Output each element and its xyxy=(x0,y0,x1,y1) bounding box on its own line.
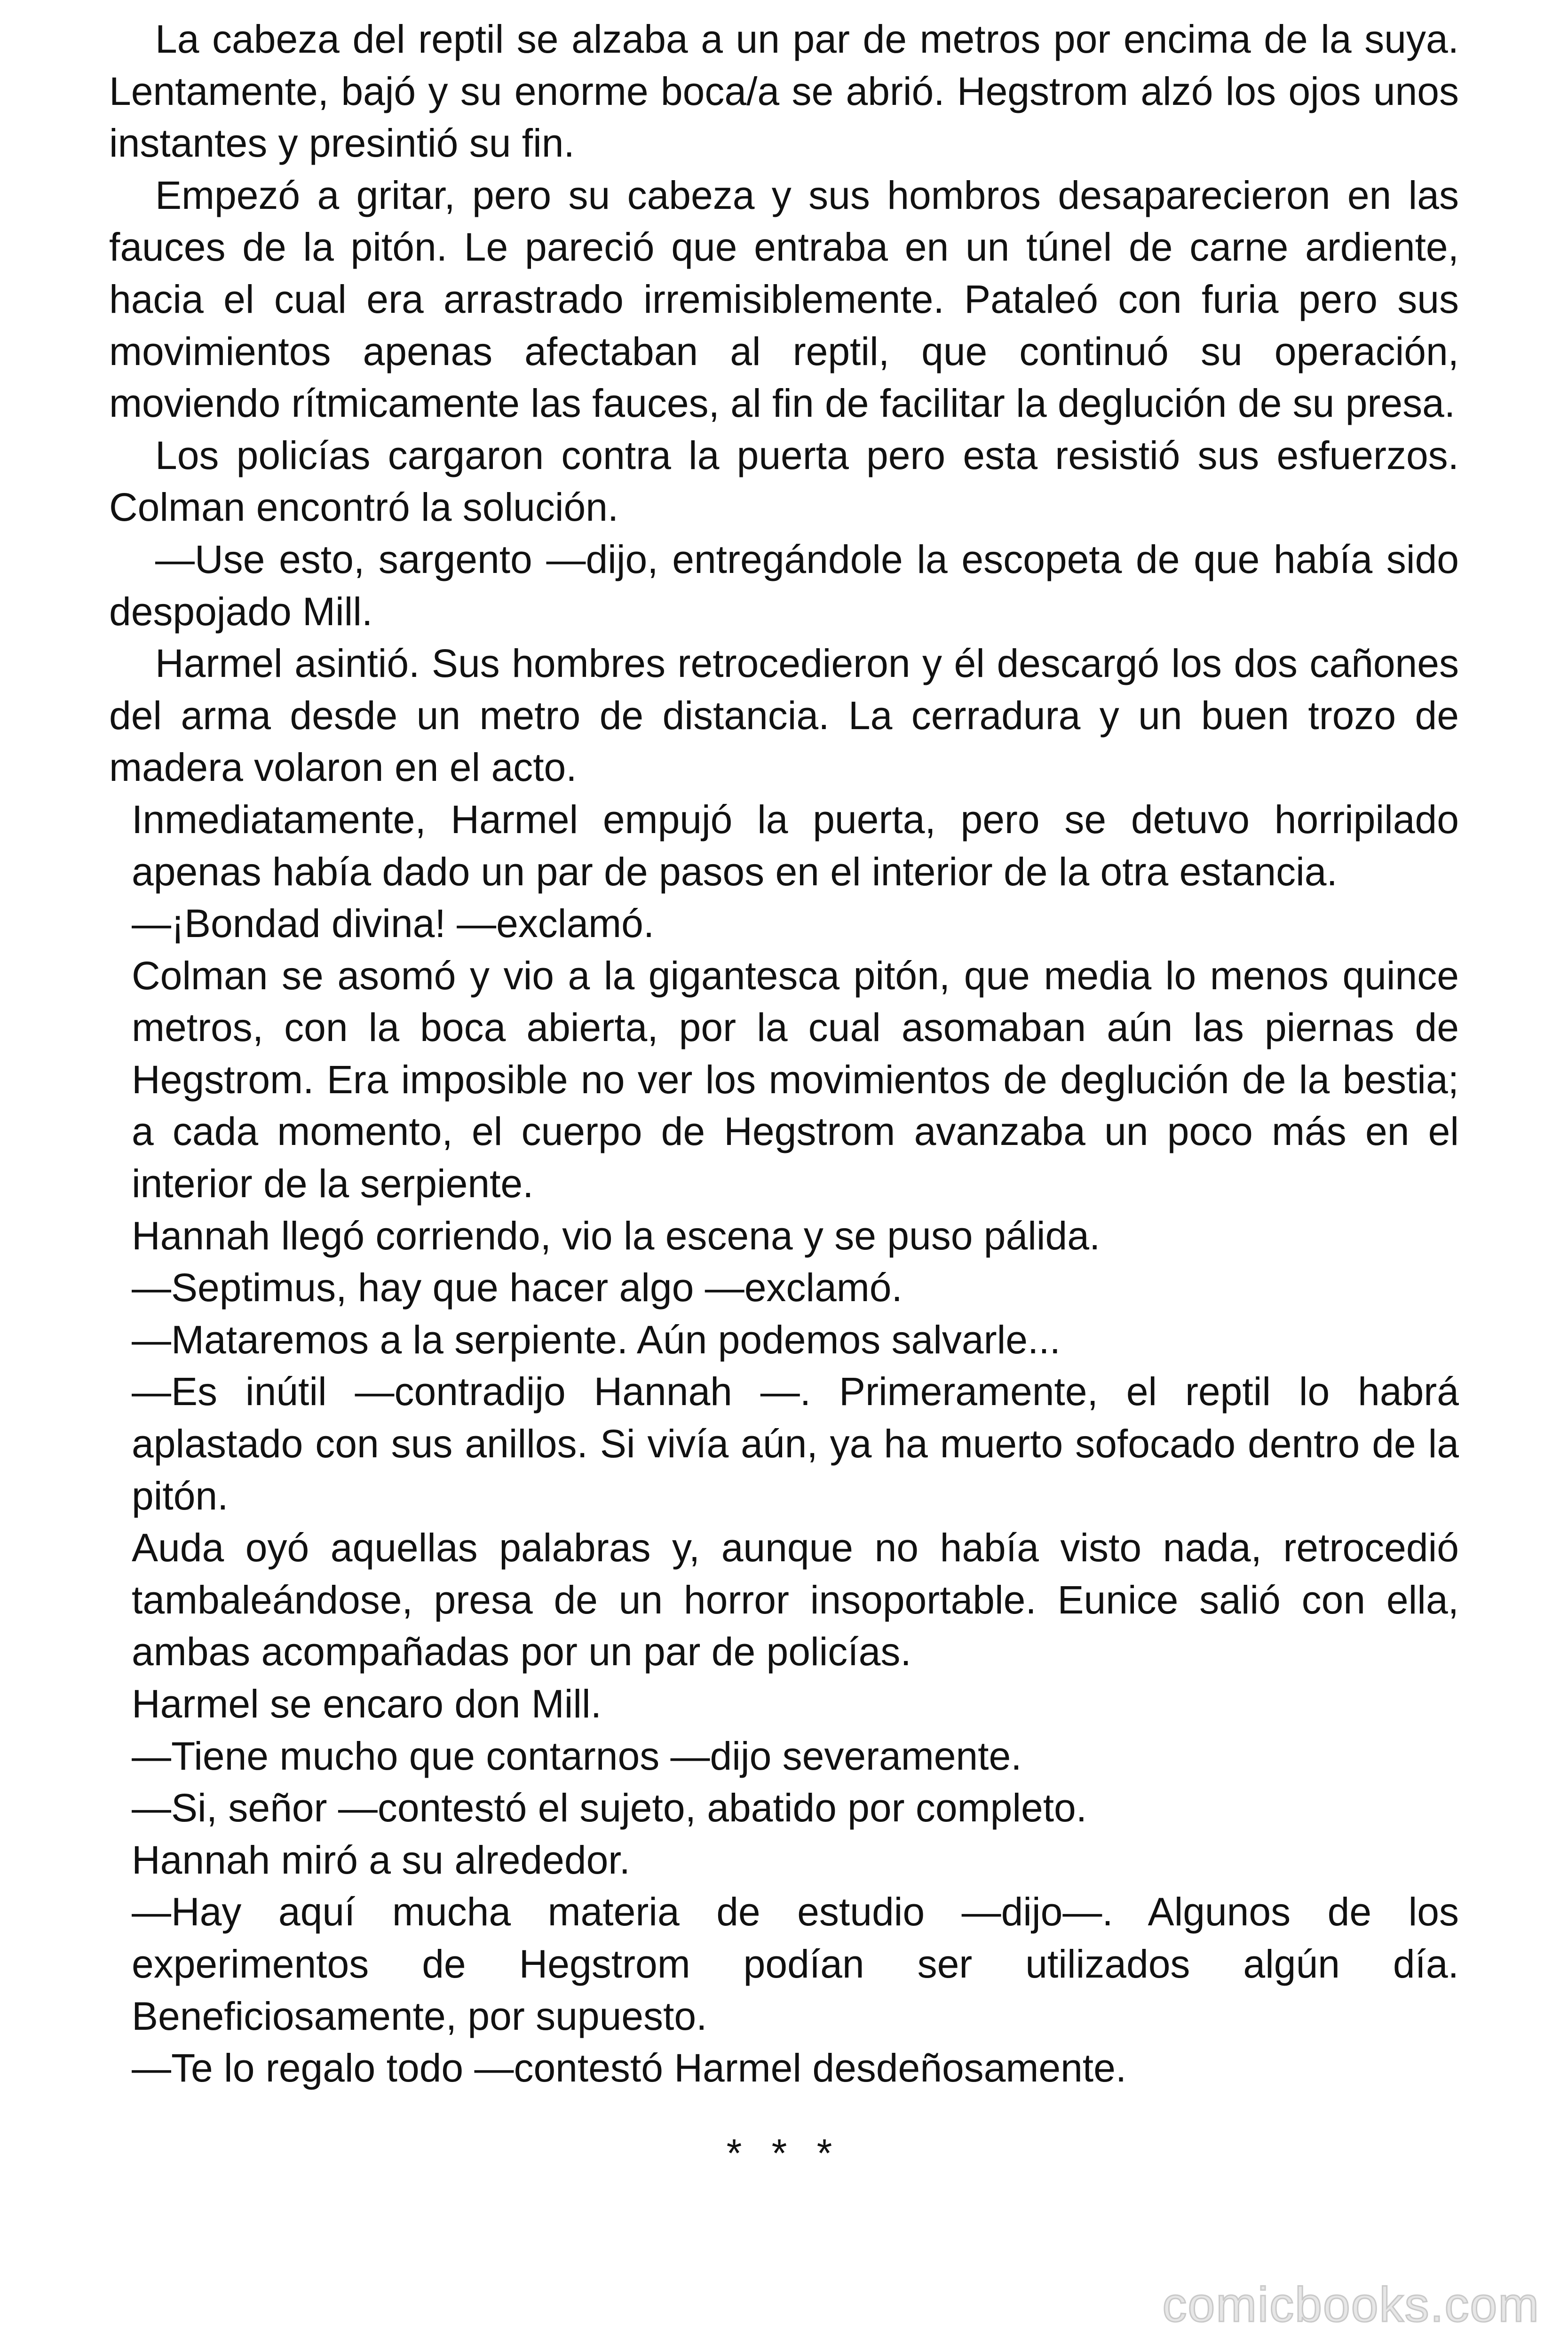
paragraph: Harmel se encaro don Mill. xyxy=(132,1682,602,1726)
paragraph: Hannah llegó corriendo, vio la escena y se puso pálida. xyxy=(132,1213,1101,1258)
paragraph: Colman se asomó y vio a la gigantesca pitón, que media lo menos quince metros, con la boca abierta, por la cual asomaban aún las piernas de Hegstrom. Era imposible no ver los movimientos de deglución de la bestia; a cada momento, el cuerpo de Hegstrom avanzaba un poco más en el interior de la serpiente. xyxy=(132,953,1459,1206)
paragraph: —¡Bondad divina! —exclamó. xyxy=(132,901,655,946)
paragraph: —Si, señor —contestó el sujeto, abatido por completo. xyxy=(132,1786,1087,1830)
paragraph: La cabeza del reptil se alzaba a un par de metros por encima de la suya. Lentamente, bajó y su enorme boca/a se abrió. Hegstrom alzó los ojos unos instantes y presintió su fin. xyxy=(109,17,1459,166)
paragraph: —Es inútil —contradijo Hannah —. Primeramente, el reptil lo habrá aplastado con sus anillos. Si vivía aún, ya ha muerto sofocado dentro de la pitón. xyxy=(132,1369,1459,1518)
paragraph: —Septimus, hay que hacer algo —exclamó. xyxy=(132,1265,903,1310)
paragraph: Harmel asintió. Sus hombres retrocedieron y él descargó los dos cañones del arma desde un metro de distancia. La cerradura y un buen trozo de madera volaron en el acto. xyxy=(109,641,1459,790)
paragraph: Inmediatamente, Harmel empujó la puerta, pero se detuvo horripilado apenas había dado un par de pasos en el interior de la otra estancia. xyxy=(132,797,1459,894)
paragraph: Auda oyó aquellas palabras y, aunque no había visto nada, retrocedió tambaleándose, presa de un horror insoportable. Eunice salió con ella, ambas acompañadas por un par de policías. xyxy=(132,1526,1459,1674)
paragraph: —Hay aquí mucha materia de estudio —dijo—. Algunos de los experimentos de Hegstrom podían ser utilizados algún día. Beneficiosamente, por supuesto. xyxy=(132,1890,1459,2038)
paragraph: —Mataremos a la serpiente. Aún podemos salvarle... xyxy=(132,1317,1061,1362)
paragraph: Empezó a gritar, pero su cabeza y sus hombros desaparecieron en las fauces de la pitón. Le pareció que entraba en un túnel de carne ardiente, hacia el cual era arrastrado irremisiblemente. Pataleó con furia pero sus movimientos apenas afectaban al reptil, que continuó su operación, moviendo rítmicamente las fauces, al fin de facilitar la deglución de su presa. xyxy=(109,173,1459,426)
paragraph: —Tiene mucho que contarnos —dijo severamente. xyxy=(132,1733,1022,1778)
paragraph: —Te lo regalo todo —contestó Harmel desdeñosamente. xyxy=(132,2046,1127,2090)
paragraph: Hannah miró a su alrededor. xyxy=(132,1837,630,1882)
paragraph: Los policías cargaron contra la puerta pero esta resistió sus esfuerzos. Colman encontró la solución. xyxy=(109,433,1459,530)
section-separator: * * * xyxy=(726,2131,842,2175)
page-text xyxy=(109,13,1459,2094)
watermark: comicbooks.com xyxy=(1162,2278,1540,2332)
paragraph: —Use esto, sargento —dijo, entregándole la escopeta de que había sido despojado Mill. xyxy=(109,537,1459,634)
